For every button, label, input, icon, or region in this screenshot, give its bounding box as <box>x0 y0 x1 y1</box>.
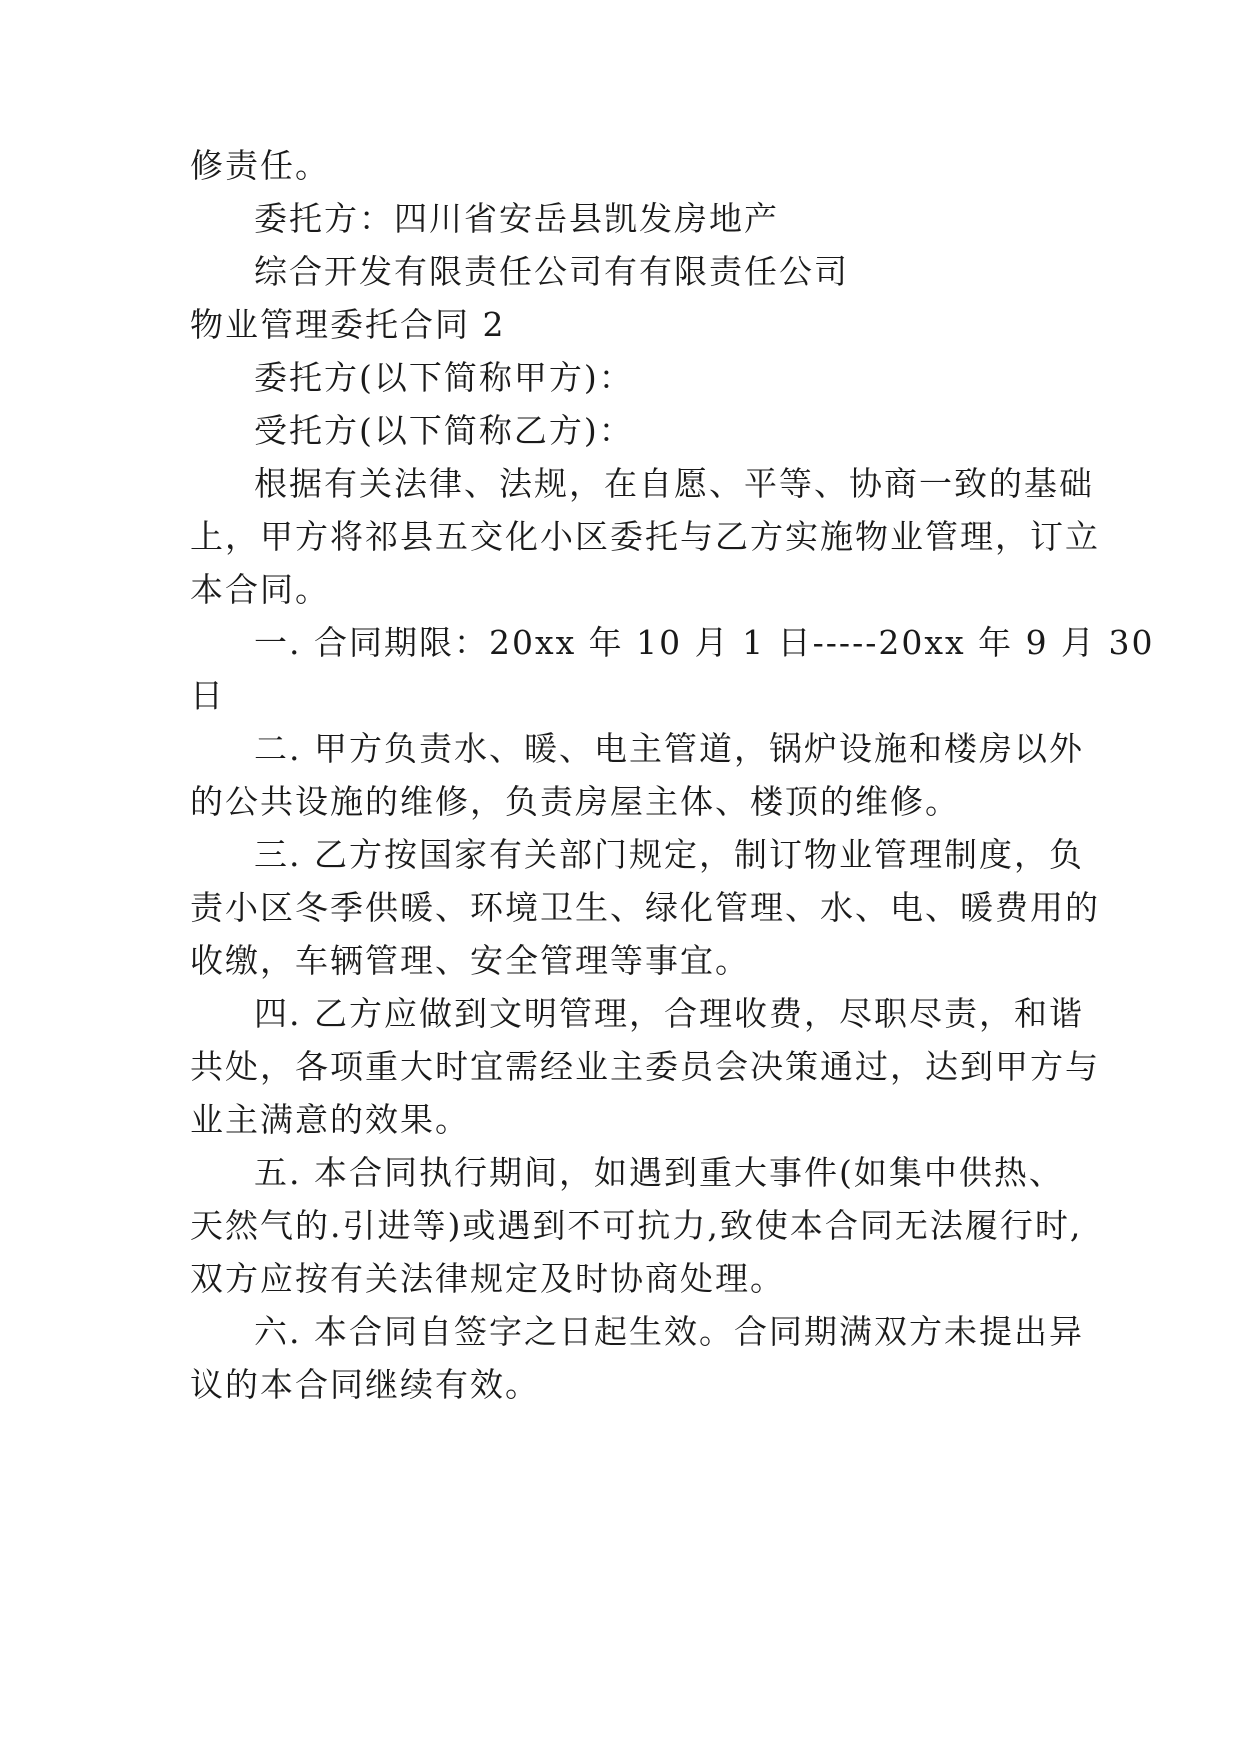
text-line: 受托方(以下简称乙方)： <box>254 411 634 450</box>
text-line: 本合同。 <box>190 570 330 609</box>
text-line: 委托方：四川省安岳县凯发房地产 <box>254 199 779 238</box>
text-line: 业主满意的效果。 <box>190 1100 470 1139</box>
text-line: 日 <box>190 676 225 715</box>
text-line: 收缴，车辆管理、安全管理等事宜。 <box>190 941 750 980</box>
text-line: 修责任。 <box>190 146 330 185</box>
text-line: 根据有关法律、法规，在自愿、平等、协商一致的基础 <box>254 464 1094 503</box>
text-line: 综合开发有限责任公司有有限责任公司 <box>254 252 849 291</box>
text-line: 共处，各项重大时宜需经业主委员会决策通过，达到甲方与 <box>190 1047 1100 1086</box>
text-line: 二. 甲方负责水、暖、电主管道，锅炉设施和楼房以外 <box>254 729 1084 768</box>
text-line: 四. 乙方应做到文明管理，合理收费，尽职尽责，和谐 <box>254 994 1084 1033</box>
text-line: 天然气的.引进等)或遇到不可抗力,致使本合同无法履行时, <box>190 1206 1083 1245</box>
text-line: 双方应按有关法律规定及时协商处理。 <box>190 1259 785 1298</box>
text-line: 三. 乙方按国家有关部门规定，制订物业管理制度，负 <box>254 835 1084 874</box>
text-line: 六. 本合同自签字之日起生效。合同期满双方未提出异 <box>254 1312 1084 1351</box>
text-line: 五. 本合同执行期间，如遇到重大事件(如集中供热、 <box>254 1153 1064 1192</box>
section-title: 物业管理委托合同 2 <box>190 305 506 344</box>
text-line: 议的本合同继续有效。 <box>190 1365 540 1404</box>
text-line: 责小区冬季供暖、环境卫生、绿化管理、水、电、暖费用的 <box>190 888 1100 927</box>
text-line: 委托方(以下简称甲方)： <box>254 358 634 397</box>
text-line: 的公共设施的维修，负责房屋主体、楼顶的维修。 <box>190 782 960 821</box>
text-line: 上，甲方将祁县五交化小区委托与乙方实施物业管理，订立 <box>190 517 1100 556</box>
text-line: 一. 合同期限：20xx 年 10 月 1 日-----20xx 年 9 月 30 <box>254 623 1155 662</box>
